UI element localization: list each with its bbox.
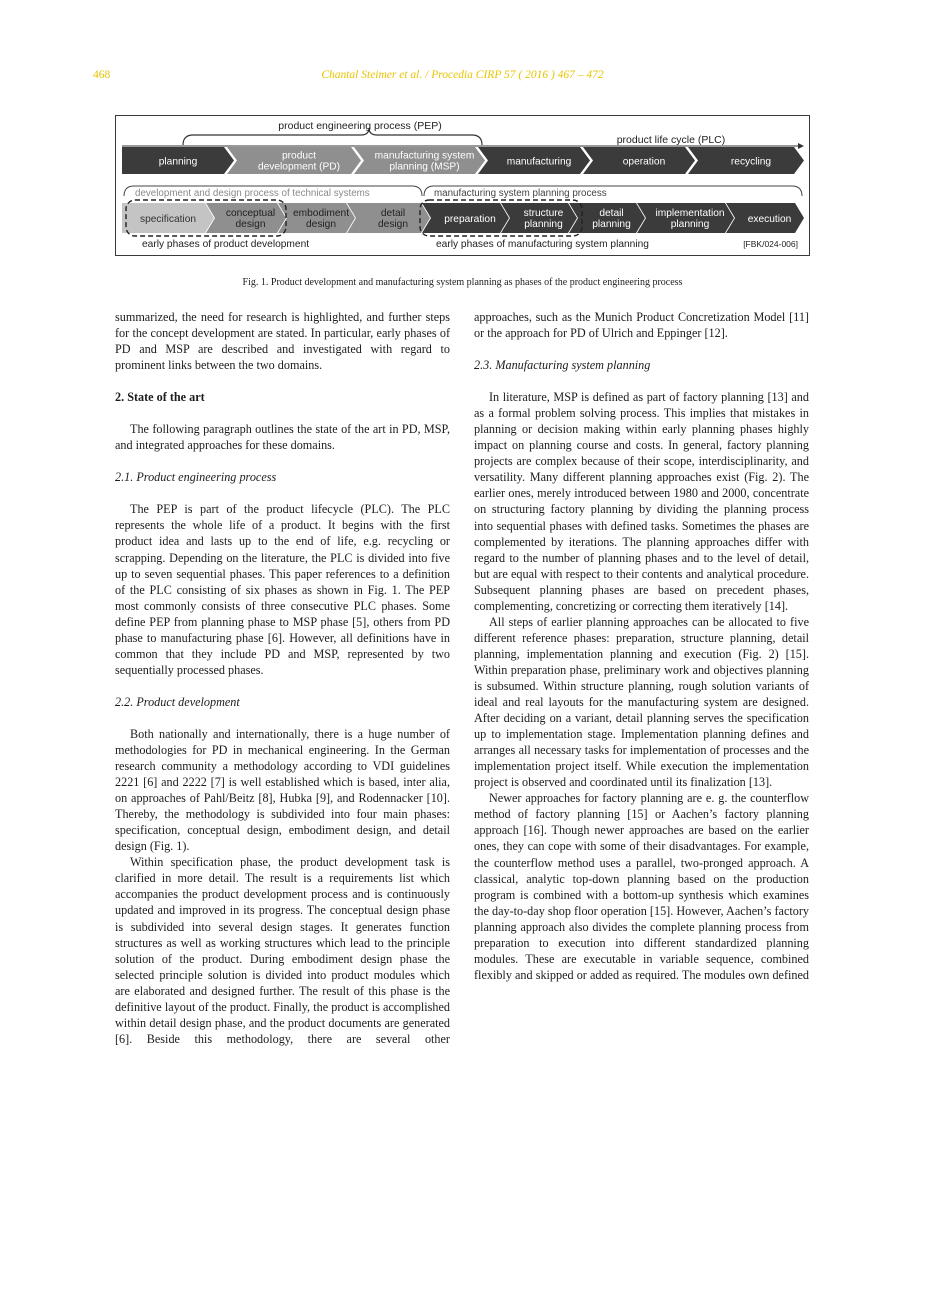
plc-phase-2-label-line2: development (PD) — [257, 161, 341, 173]
sub-phase-4-label-line1: detail — [380, 208, 406, 219]
paragraph-msp-1: In literature, MSP is defined as part of factory planning [13] and as a formal problem solving process. This implies that mistakes in planning or decision making within early planning phases highly impact on planning course and costs. In general, factory planning projects are complex because of their scope, interdisciplinarity, and versatility. Many different planning approaches exist (Fig. 2). The earlier ones, merely introduced between 1980 and 2000, concentrate on structuring factory planning by dividing the planning process into sequential phases with defined tasks. Sometimes the phases are complemented by iterations. The planning approaches differ with regard to the number of planning phases and to the level of detail, but are equal with respect to their contents and analytical procedure. Subsequent planning phases are based on precedent phases, complementing, concretizing or correcting them iteratively [14]. — [474, 390, 809, 613]
sub-phase-4-label-line2: design — [377, 219, 409, 230]
plc-phase-4-label-line1: manufacturing — [506, 156, 572, 168]
paragraph-msp-2: All steps of earlier planning approaches can be allocated to five different reference phases: preparation, structure planning, detail planning, implementation planning and execution (Fig. 2) [15]. Within preparation phase, preliminary work and objectives planning is subsumed. Within structure planning, rough solution variants of ideal and real layouts for the manufacturing system are designed. After deciding on a variant, detail planning serves the specification up to implementation stage. Implementation planning defines and arranges all necessary tasks for implementation of processes and the implementation project itself. While execution the implementation project is observed and coordinated until its finalization [13]. — [474, 614, 809, 790]
plc-label: product life cycle (PLC) — [616, 134, 726, 146]
paragraph-intro: summarized, the need for research is highlighted, and further steps for the concept development are stated. In particular, early phases of PD and MSP are described and investigated with regard to prominent links between the two domains. — [115, 310, 450, 373]
running-header-citation: Chantal Steimer et al. / Procedia CIRP 57 ( 2016 ) 467 – 472 — [321, 69, 604, 81]
sub-phase-6-label-line1: structure — [523, 208, 564, 219]
subsection-heading-pd: 2.2. Product development — [115, 694, 240, 709]
paragraph-continued: approaches, such as the Munich Product Concretization Model [11] or the approach for PD of Ulrich and Eppinger [12]. — [474, 310, 809, 341]
paragraph-pd-2: Within specification phase, the product development task is clarified in more detail. The result is a requirements list which accompanies the product development process and is continuously updated and improved in its progress. The conceptual design phase is subdivided into several design stages. It generates function structures as well as working structures which lead to the principle solution of the product. During embodiment design phase the selected principle solution is divided into product modules which are elaborated and designed further. The result of this phase is the definitive layout of the product. Finally, the product is accomplished within detail design phase, and the product documents are generated [6]. Beside this methodology, there are several other — [115, 855, 450, 1046]
sub-phase-7-label-line2: planning — [592, 219, 631, 230]
sub-phase-3-label-line1: embodiment — [292, 208, 350, 219]
sub-phase-7-label-line1: detail — [599, 208, 624, 219]
sub-phase-3-label-line2: design — [305, 219, 337, 230]
plc-phase-1-label-line1: planning — [158, 156, 198, 168]
plc-phase-2-label-line1: product — [282, 150, 316, 162]
paragraph-state: The following paragraph outlines the state of the art in PD, MSP, and integrated approaches for these domains. — [115, 422, 450, 453]
plc-phase-3-label-line2: planning (MSP) — [389, 161, 460, 173]
sub-phase-9-label-line1: execution — [747, 214, 792, 225]
figure-1 — [115, 115, 810, 256]
left-column — [115, 309, 450, 1047]
figure-1-diagram — [116, 116, 809, 255]
plc-phase-3-label-line1: manufacturing system — [374, 150, 475, 162]
section-heading-state-of-art: 2. State of the art — [115, 390, 205, 405]
paragraph-msp-3: Newer approaches for factory planning are e. g. the counterflow method of factory planning [15] or Aachen’s factory planning approach [16]. Though newer approaches are based on the earlier ones, they can cope with some of their disadvantages. For example, the counterflow method uses a parallel, two-pronged approach. A classical, analytic top-down planning based on the production program is combined with a bottom-up synthesis which examines the day-to-day shop floor operation [15]. However, Aachen’s factory planning approach also divides the complete planning process from preparation to execution into different standardized planning modules. These are executable in variable sequence, combined flexibly and skipped or added as required. The modules own defined — [474, 791, 809, 982]
subsection-heading-pep: 2.1. Product engineering process — [115, 470, 277, 485]
sub-phase-8-label-line1: implementation — [655, 208, 725, 219]
pep-label: product engineering process (PEP) — [278, 120, 442, 132]
sub-phase-2-label-line1: conceptual — [225, 208, 276, 219]
sub-phase-5-label-line1: preparation — [444, 214, 496, 225]
early-msp-label: early phases of manufacturing system planning — [436, 239, 649, 250]
msp-process-label: manufacturing system planning process — [434, 188, 607, 199]
early-pd-label: early phases of product development — [142, 239, 310, 250]
subsection-heading-msp: 2.3. Manufacturing system planning — [474, 358, 651, 373]
sub-phase-6-label-line2: planning — [524, 219, 563, 230]
sub-phase-8-label-line2: planning — [670, 219, 710, 230]
paragraph-pep: The PEP is part of the product lifecycle (PLC). The PLC represents the whole life of a product. It begins with the first product idea and lasts up to the end of life, e.g. recycling or scrapping. Depending on the literature, the PLC is divided into five up to seven sequential phases. This paper references to a definition of the PLC consisting of six phases as shown in Fig. 1. The PEP most commonly consists of three consecutive PLC phases. Some define PEP from planning phase to MSP phase [5], others from PD phase to manufacturing phase [6]. However, all definitions have in common that they include PD and MSP, represented by two sequentially processed phases. — [115, 502, 450, 677]
plc-phase-6-label-line1: recycling — [730, 156, 772, 168]
figure-caption: Fig. 1. Product development and manufacturing system planning as phases of the product engineering process — [242, 277, 683, 288]
page-number: 468 — [93, 69, 111, 81]
sub-phase-1-label-line1: specification — [139, 214, 197, 225]
figure-ref-code: [FBK/024-006] — [743, 239, 798, 249]
right-column — [474, 309, 809, 983]
dev-process-label: development and design process of technical systems — [135, 188, 370, 199]
paragraph-pd-1: Both nationally and internationally, there is a huge number of methodologies for PD in mechanical engineering. In the German research community a methodology according to VDI guidelines 2221 [6] and 2222 [7] is well established which is based, inter alia, on approaches of Pahl/Beitz [8], Hubka [9], and Rodennacker [10]. Thereby, the methodology is subdivided into four main phases: specification, conceptual design, embodiment design, and detail design (Fig. 1). — [115, 726, 450, 854]
plc-arrowhead — [798, 143, 804, 149]
sub-phase-2-label-line2: design — [235, 219, 266, 230]
plc-phase-5-label-line1: operation — [622, 156, 666, 168]
